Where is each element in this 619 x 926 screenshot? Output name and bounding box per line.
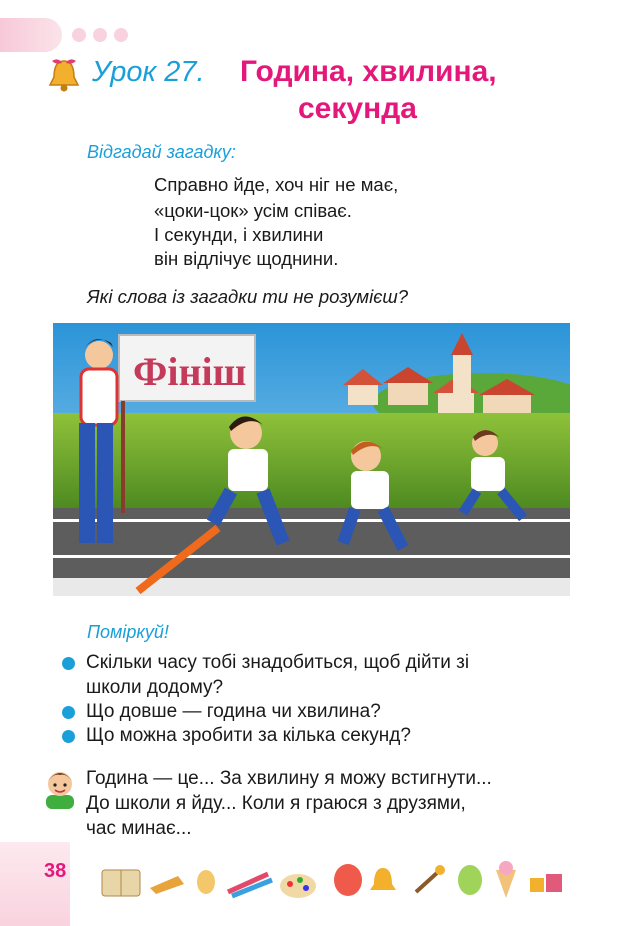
think-item-continued: школи додому? — [86, 677, 224, 698]
riddle-heading: Відгадай загадку: — [87, 142, 236, 162]
think-heading: Поміркуй! — [87, 622, 169, 642]
prompt-line: час минає... — [86, 818, 192, 839]
header-dot — [114, 28, 128, 42]
header-dot — [72, 28, 86, 42]
prompt-line: Година — це... За хвилину я можу встигнути... — [86, 768, 492, 789]
finish-sign-text: Фініш — [133, 349, 247, 394]
riddle-question: Які слова із загадки ти не розумієш? — [87, 286, 409, 307]
race-illustration — [53, 323, 570, 596]
lesson-title-line2: секунда — [298, 92, 417, 125]
riddle-line: І секунди, і хвилини — [154, 224, 324, 245]
think-item: Скільки часу тобі знадобиться, щоб дійти зі — [86, 652, 470, 673]
bullet-icon — [62, 657, 75, 670]
think-item: Що довше — година чи хвилина? — [86, 701, 381, 722]
header-dot — [93, 28, 107, 42]
bell-icon — [44, 55, 84, 95]
riddle-line: Справно йде, хоч ніг не має, — [154, 174, 399, 195]
riddle-line: «цоки-цок» усім співає. — [154, 200, 352, 221]
bullet-icon — [62, 730, 75, 743]
riddle-line: він відлічує щоднини. — [154, 248, 339, 269]
think-item: Що можна зробити за кілька секунд? — [86, 725, 411, 746]
header-tab-decoration — [0, 18, 62, 52]
page-number: 38 — [44, 860, 67, 882]
lesson-number: Урок 27. — [92, 56, 205, 88]
school-items-strip — [98, 858, 568, 902]
footer-band-decoration — [0, 842, 70, 926]
lesson-title-line1: Година, хвилина, — [240, 55, 497, 88]
prompt-line: До школи я йду... Коли я граюся з друзями, — [86, 793, 466, 814]
bullet-icon — [62, 706, 75, 719]
boy-avatar-icon — [40, 765, 80, 809]
